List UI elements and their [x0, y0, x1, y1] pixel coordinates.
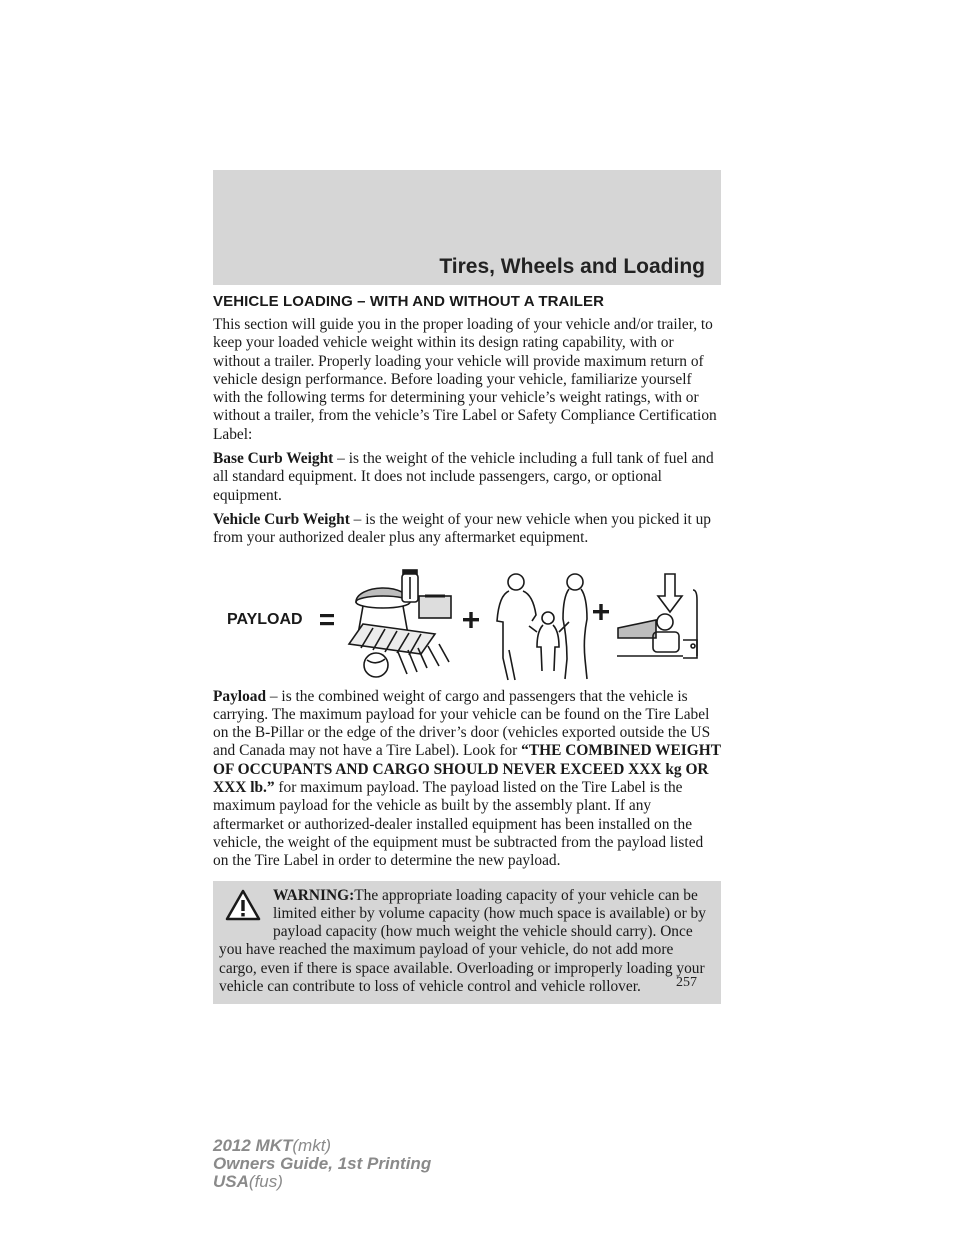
- footer-line-market: [213, 1173, 431, 1191]
- payload-label: PAYLOAD: [227, 610, 303, 628]
- definition-text: for maximum payload. The payload listed on the Tire Label is the maximum payload for the vehicle as built by the assembly plant. If any aftermarket or authorized-dealer installed equipment has been installed on the vehicle, the weight of the equipment must be subtracted from the payload listed on the Tire Label in order to determine the new payload.: [213, 779, 704, 870]
- plus-icon: [463, 612, 479, 628]
- footer-line-printing: Owners Guide, 1st Printing: [213, 1154, 432, 1173]
- definition-text: – is the weight of your new vehicle when you picked it up from your authorized dealer plus any aftermarket equipment.: [213, 510, 711, 547]
- page-content: [213, 293, 721, 1004]
- document-footer: [213, 1137, 431, 1191]
- term-vehicle-curb-weight: Vehicle Curb Weight: [213, 510, 350, 528]
- trailer-hitch-icon: [617, 574, 697, 658]
- payload-label-quote: “THE COMBINED WEIGHT OF OCCUPANTS AND CARGO SHOULD NEVER EXCEED XXX kg OR XXX lb.”: [213, 742, 721, 797]
- payload-illustration: [213, 562, 721, 682]
- definition-payload: [213, 688, 721, 871]
- warning-text: [219, 887, 713, 997]
- footer-line-model: [213, 1137, 431, 1155]
- term-base-curb-weight: Base Curb Weight: [213, 450, 334, 468]
- footer-model: 2012 MKT: [213, 1136, 293, 1155]
- passengers-icon: [497, 574, 587, 680]
- warning-body: The appropriate loading capacity of your vehicle can be limited either by volume capacity (how much space is available) or by payload capacity (how much weight the vehicle should carry). Once you have reached the maximum payload of your vehicle, do not add more cargo, even if there is space available. Overloading or improperly loading your vehicle can contribute to loss of vehicle control and vehicle rollover.: [219, 886, 706, 996]
- equals-icon: [320, 614, 334, 625]
- footer-model-code: (mkt): [292, 1136, 332, 1155]
- page-number: 257: [676, 975, 697, 990]
- warning-icon: [225, 889, 261, 921]
- definition-text: – is the weight of the vehicle including a full tank of fuel and all standard equipment. It does not include passengers, cargo, or optional equipment.: [213, 450, 714, 504]
- footer-market: USA: [213, 1172, 249, 1191]
- cargo-icon: [349, 570, 451, 677]
- header-band: [213, 170, 721, 285]
- intro-paragraph: This section will guide you in the proper loading of your vehicle and/or trailer, to keep your loaded vehicle weight within its design rating capability, with or without a trailer. Properly loading your vehicle will provide maximum return of vehicle design performance. Before loading your vehicle, familiarize yourself with the following terms for determining your vehicle’s weight ratings, with or without a trailer, from the vehicle’s Tire Label or Safety Compliance Certification Label:: [213, 316, 717, 443]
- definition-base-curb-weight: [213, 450, 721, 505]
- term-payload: Payload: [213, 687, 267, 705]
- warning-label: WARNING:: [273, 886, 355, 904]
- definition-text: – is the combined weight of cargo and passengers that the vehicle is carrying. The maximum payload for your vehicle can be found on the Tire Label on the B-Pillar or the edge of the driver’s door (vehicles exported outside the US and Canada may not have a Tire Label). Look for: [213, 687, 711, 760]
- chapter-title: Tires, Wheels and Loading: [439, 255, 705, 278]
- section-heading: VEHICLE LOADING – WITH AND WITHOUT A TRAILER: [213, 293, 605, 310]
- plus-icon: [593, 604, 609, 620]
- payload-diagram: [213, 562, 721, 682]
- definition-vehicle-curb-weight: [213, 511, 721, 548]
- warning-box: [213, 881, 721, 1005]
- footer-market-code: (fus): [248, 1172, 283, 1191]
